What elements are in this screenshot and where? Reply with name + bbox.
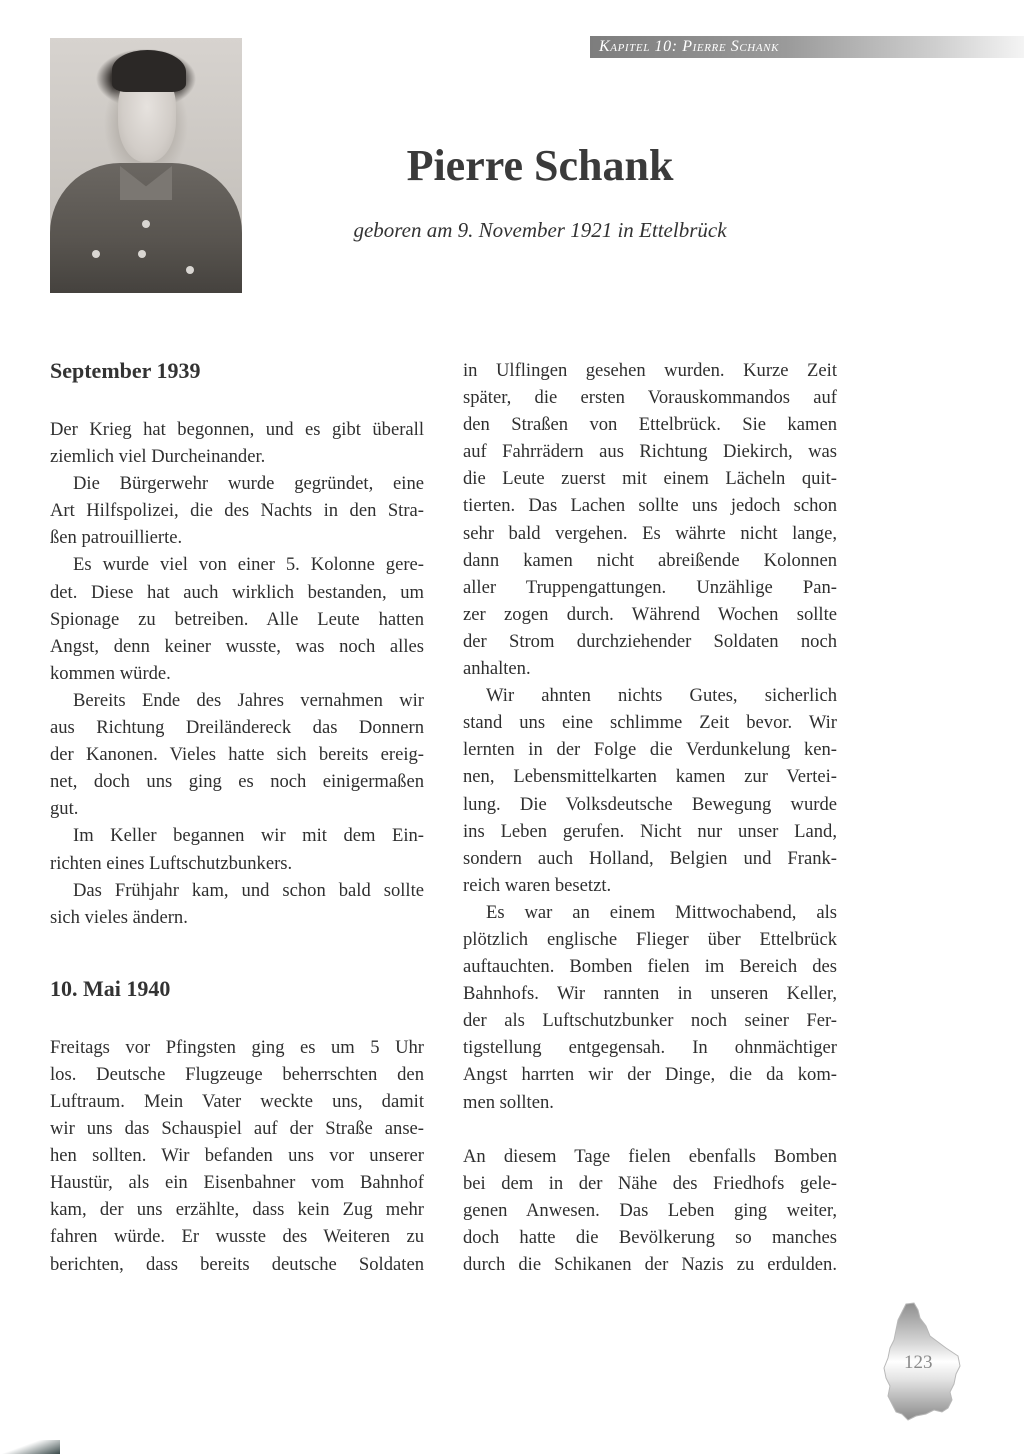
paragraph	[463, 357, 837, 682]
text-line: sehr bald vergehen. Es währte nicht lange,	[463, 522, 837, 544]
uniform-button	[138, 250, 146, 258]
paragraph	[50, 551, 424, 686]
text-line: später, die ersten Vorauskommandos auf	[463, 387, 837, 409]
text-line: sondern auch Holland, Belgien und Frank-	[463, 847, 837, 869]
text-line: ins Leben gerufen. Nicht nur unser Land,	[463, 820, 837, 842]
paragraph	[463, 682, 837, 899]
text-line: lernten in der Folge die Verdunkelung ken-	[463, 739, 837, 761]
text-line: tierten. Das Lachen sollte uns jedoch schon	[463, 495, 837, 517]
text-line: dann kamen nicht abreißende Kolonnen	[463, 549, 837, 571]
text-line: Der Krieg hat begonnen, und es gibt überall	[50, 419, 424, 440]
text-line: die Leute zuerst mit einem Lächeln quit-	[463, 468, 837, 490]
text-line: auftauchten. Bomben fielen im Bereich des	[463, 956, 837, 978]
page-title: Pierre Schank	[406, 141, 674, 190]
text-line: bei dem in der Nähe des Friedhofs gele-	[463, 1172, 837, 1194]
running-header	[590, 36, 1024, 58]
paragraph	[463, 1143, 837, 1278]
text-line: der Kanonen. Vieles hatte sich bereits ereig-	[50, 744, 424, 766]
text-line: wir uns das Schauspiel auf der Straße anse-	[50, 1118, 424, 1140]
paragraph	[50, 1034, 424, 1278]
text-line: in Ulflingen gesehen wurden. Kurze Zeit	[463, 360, 837, 381]
paragraph	[463, 899, 837, 1116]
text-line: Angst, denn keiner wusste, was noch alles	[50, 635, 424, 657]
text-line: aus Richtung Dreiländereck das Donnern	[50, 717, 424, 739]
page-number: 123	[904, 1352, 933, 1373]
paragraph	[50, 470, 424, 551]
paragraph	[50, 416, 424, 470]
text-line: richten eines Luftschutzbunkers.	[50, 852, 293, 874]
text-line: An diesem Tage fielen ebenfalls Bomben	[463, 1145, 837, 1167]
text-line: tigstellung entgegensah. In ohnmächtiger	[463, 1037, 837, 1059]
text-line: los. Deutsche Flugzeuge beherrschten den	[50, 1063, 424, 1085]
uniform-shoulders	[50, 163, 242, 293]
section-heading: 10. Mai 1940	[50, 975, 171, 1001]
text-line: Haustür, als ein Eisenbahner vom Bahnhof	[50, 1172, 424, 1194]
text-line: aller Truppengattungen. Unzählige Pan-	[463, 576, 837, 598]
text-line: Luftraum. Mein Vater weckte uns, damit	[50, 1090, 424, 1112]
text-line: zer zogen durch. Während Wochen sollte	[463, 603, 837, 625]
text-line: stand uns eine schlimme Zeit bevor. Wir	[463, 712, 837, 734]
hair	[112, 50, 186, 92]
text-line: Bahnhofs. Wir rannten in unseren Keller,	[463, 983, 837, 1005]
text-line: Im Keller begannen wir mit dem Ein-	[73, 825, 424, 847]
text-line: nen, Lebensmittelkarten kamen zur Vertei-	[463, 766, 837, 788]
text-line: durch die Schikanen der Nazis zu erdulden.	[463, 1254, 837, 1275]
text-line: den Straßen von Ettelbrück. Sie kamen	[463, 414, 837, 436]
text-line: der Strom durchziehender Soldaten noch	[463, 630, 837, 652]
paragraph	[50, 877, 424, 931]
text-line: Das Frühjahr kam, und schon bald sollte	[73, 879, 424, 901]
text-line: Angst harrten wir der Dinge, die da kom-	[463, 1064, 837, 1086]
text-line: Bereits Ende des Jahres vernahmen wir	[73, 689, 424, 711]
text-line: Wir ahnten nichts Gutes, sicherlich	[486, 685, 837, 707]
text-line: Freitags vor Pfingsten ging es um 5 Uhr	[50, 1036, 424, 1058]
section-heading: September 1939	[50, 358, 201, 383]
text-line: Spionage zu betreiben. Alle Leute hatten	[50, 608, 424, 630]
right-column	[463, 357, 837, 1278]
text-line: anhalten.	[463, 658, 531, 680]
text-line: men sollten.	[463, 1091, 554, 1113]
uniform-button	[142, 220, 150, 228]
scan-edge-shadow	[0, 1440, 60, 1454]
paragraph	[50, 822, 424, 876]
text-line: berichten, dass bereits deutsche Soldaten	[50, 1253, 424, 1275]
page-subtitle: geboren am 9. November 1921 in Ettelbrück	[353, 218, 727, 242]
text-line: hen sollten. Wir befanden uns vor unserer	[50, 1145, 424, 1167]
text-line: kommen würde.	[50, 662, 171, 684]
uniform-button	[186, 266, 194, 274]
text-line: det. Diese hat auch wirklich bestanden, um	[50, 581, 424, 603]
text-line: doch hatte die Bevölkerung so manches	[463, 1226, 837, 1248]
text-line: sich vieles ändern.	[50, 906, 188, 928]
text-line: ziemlich viel Durcheinander.	[50, 446, 266, 468]
text-line: plötzlich englische Flieger über Ettelbrück	[463, 928, 837, 950]
text-line: net, doch uns ging es noch einigermaßen	[50, 771, 424, 793]
text-line: gut.	[50, 798, 79, 820]
portrait-photo	[50, 38, 242, 293]
text-line: kam, der uns erzählte, dass kein Zug mehr	[50, 1199, 424, 1221]
text-line: fahren würde. Er wusste des Weiteren zu	[50, 1226, 424, 1248]
paragraph	[50, 687, 424, 822]
left-column	[50, 357, 424, 1278]
text-line: Art Hilfspolizei, die des Nachts in den Stra-	[50, 500, 424, 522]
text-line: reich waren besetzt.	[463, 874, 612, 896]
text-line: genen Anwesen. Das Leben ging weiter,	[463, 1199, 837, 1221]
text-line: Es wurde viel von einer 5. Kolonne gere-	[73, 554, 424, 576]
text-line: Es war an einem Mittwochabend, als	[486, 901, 837, 923]
text-line: auf Fahrrädern aus Richtung Diekirch, was	[463, 441, 837, 463]
page-number-badge	[868, 1300, 978, 1424]
text-line: ßen patrouillierte.	[50, 527, 183, 549]
chapter-label: Kapitel 10: Pierre Schank	[599, 38, 780, 55]
text-line: der als Luftschutzbunker noch seiner Fer-	[463, 1010, 837, 1032]
text-line: lung. Die Volksdeutsche Bewegung wurde	[463, 793, 837, 815]
text-line: Die Bürgerwehr wurde gegründet, eine	[73, 473, 424, 495]
uniform-button	[92, 250, 100, 258]
